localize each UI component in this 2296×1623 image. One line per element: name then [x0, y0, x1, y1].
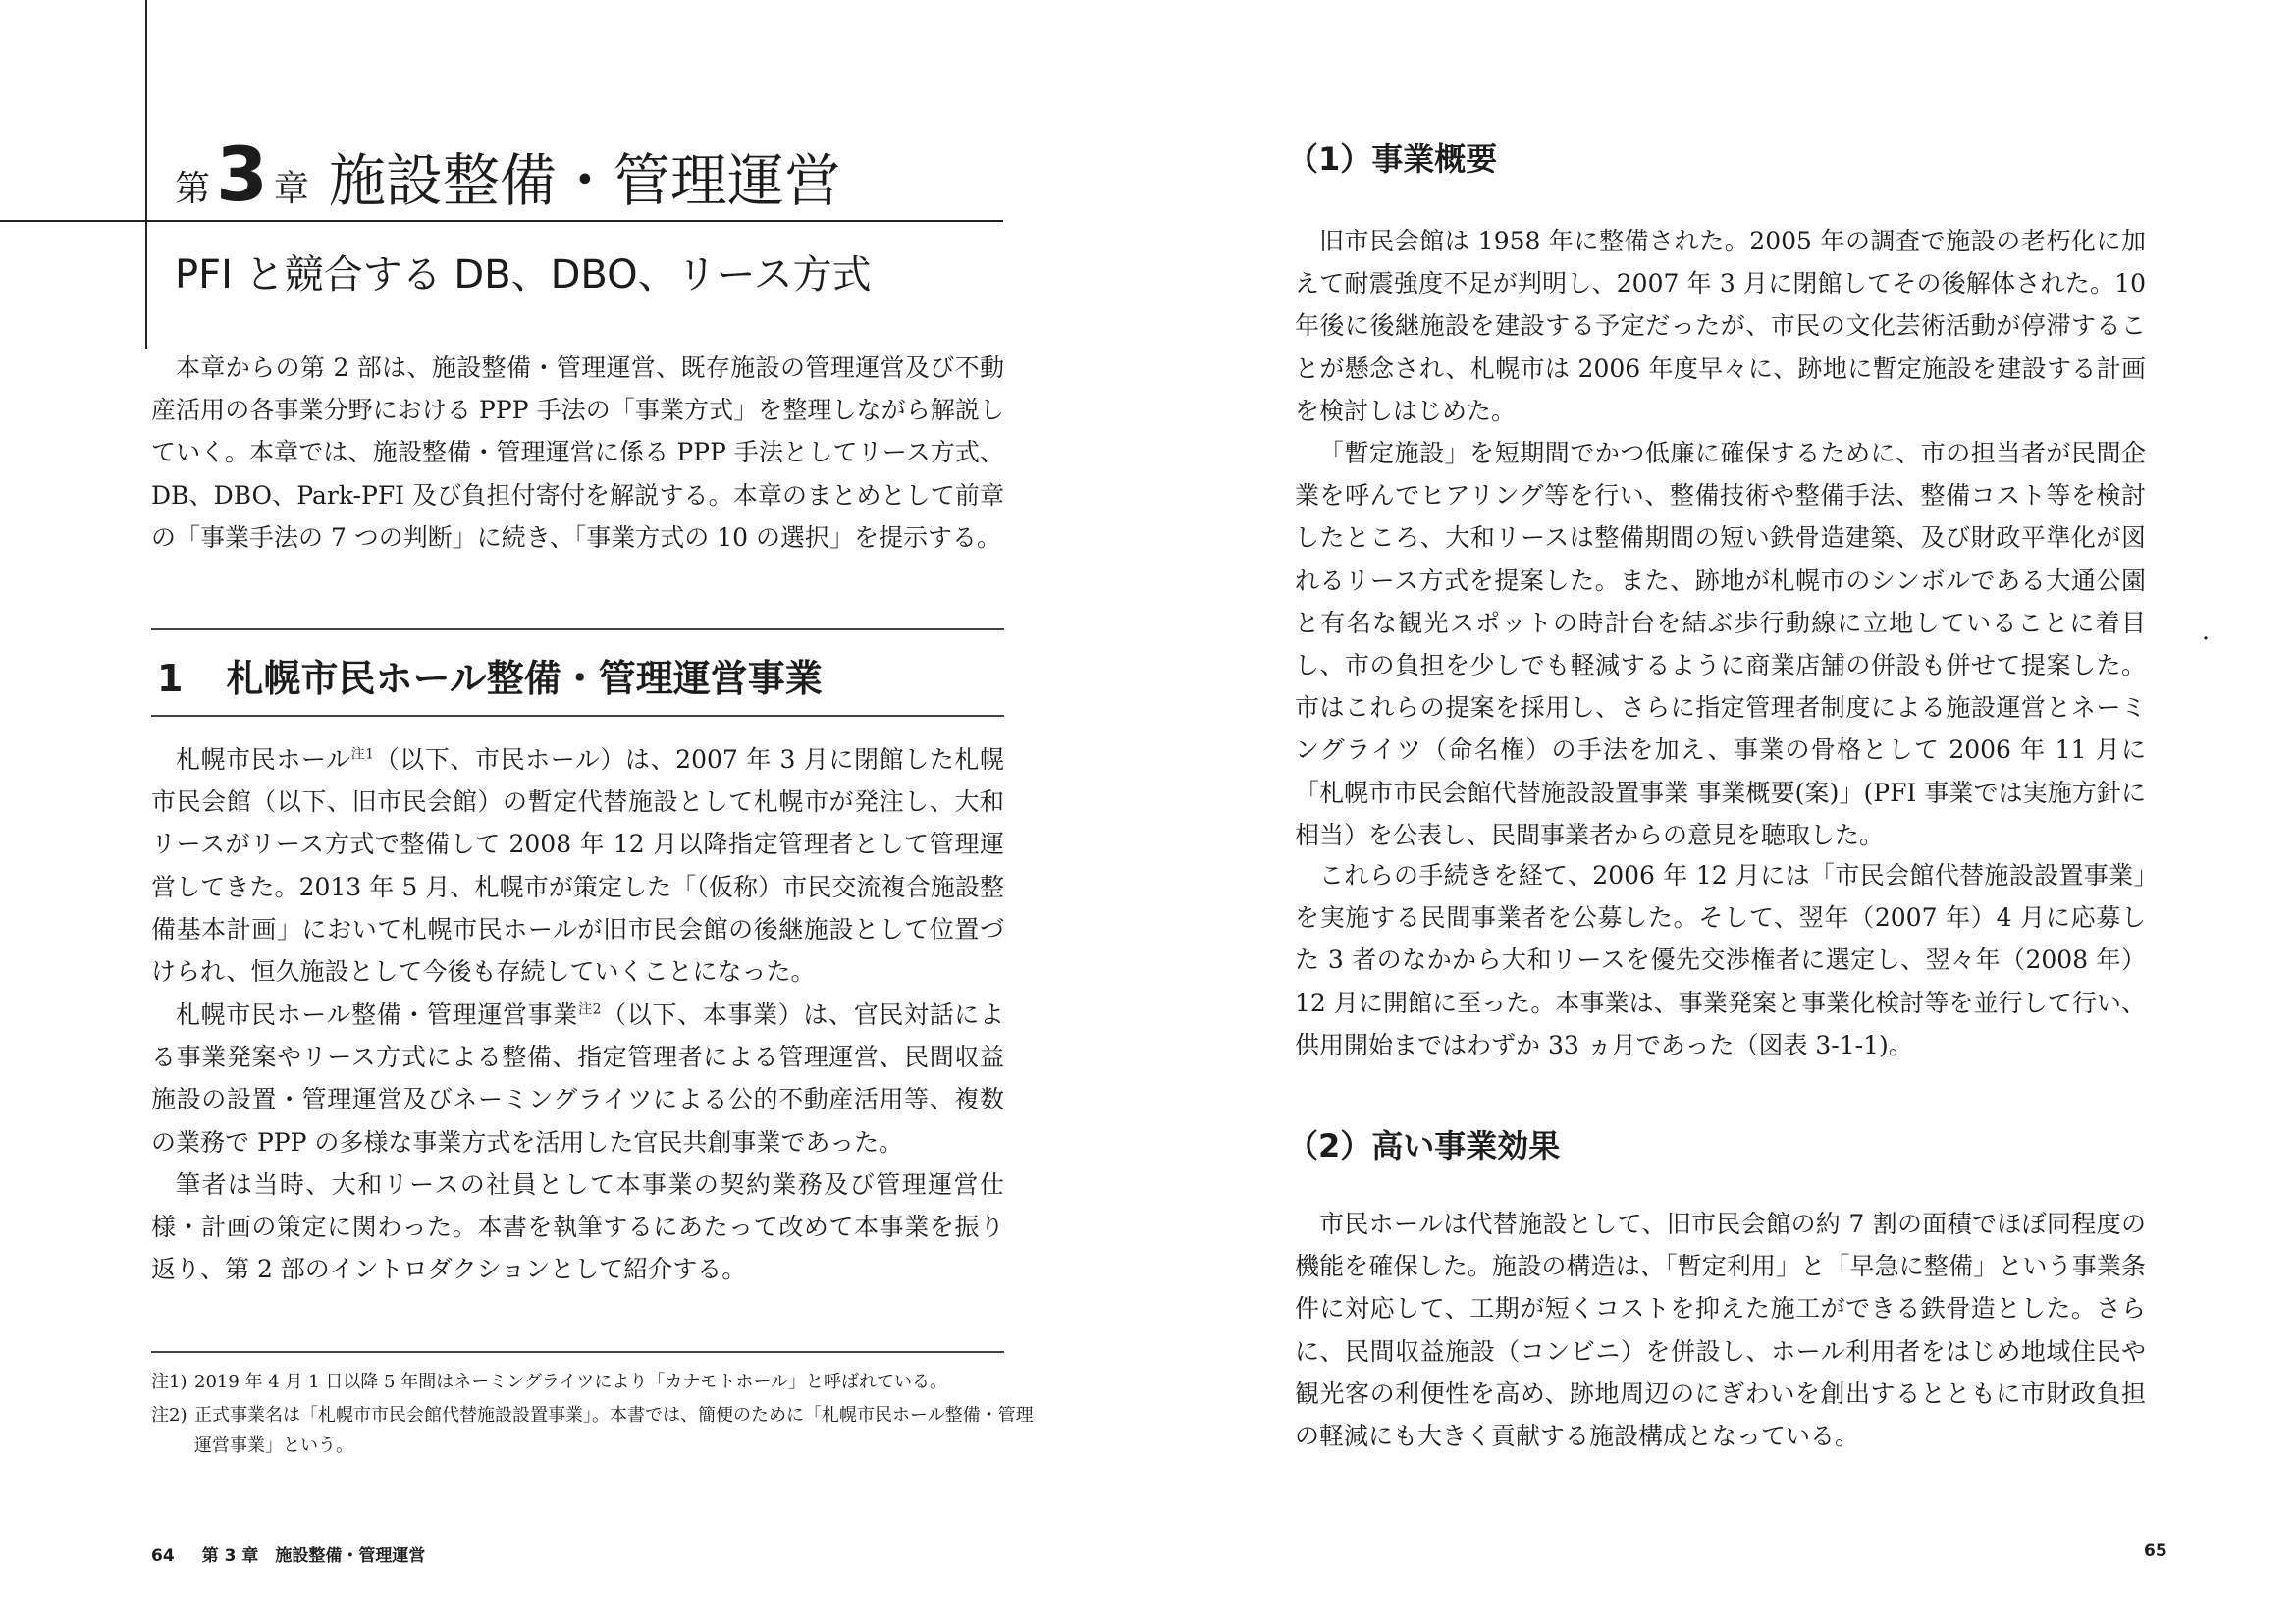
section-top-rule [151, 628, 1004, 630]
chapter-vertical-rule [145, 0, 147, 349]
footnote-1-text: 2019 年 4 月 1 日以降 5 年間はネーミングライツにより「カナモトホール」と呼ばれている。 [194, 1372, 947, 1392]
p2-text-before: 札幌市民ホール整備・管理運営事業 [176, 1001, 578, 1029]
section-heading [157, 648, 823, 702]
footnote-2-mark: 注2) [151, 1405, 187, 1426]
subsection-1-paragraph-3: これらの手続きを経て、2006 年 12 月には「市民会館代替施設設置事業」を実施する民間事業者を公募した。そして、翌年（2007 年）4 月に応募した 3 者のなかから大和リースを優先交渉権者に選定し、翌々年（2008 年）12 月に開館に至った。本事業は、事業発案と事業化検討等を並行して行い、供用開始まではわずか 33 ヵ月であった（図表 3-1-1)。 [1295, 861, 2146, 1059]
footnote-ref-1: 注1 [350, 746, 375, 763]
running-head: 第 3 章 施設整備・管理運営 [201, 1546, 426, 1566]
chapter-intro: 本章からの第 2 部は、施設整備・管理運営、既存施設の管理運営及び不動産活用の各事業分野における PPP 手法の「事業方式」を整理しながら解説していく。本章では、施設整備・管理運営に係る PPP 手法としてリース方式、DB、DBO、Park-PFI 及び負担付寄付を解説する。本章のまとめとして前章の「事業手法の 7 つの判断」に続き、「事業方式の 10 の選択」を提示する。 [151, 353, 1004, 552]
right-page [1148, 0, 2296, 1623]
left-folio [151, 1542, 425, 1566]
chapter-horizontal-rule [0, 220, 1003, 222]
body-paragraph-2 [151, 994, 1004, 1163]
section-bottom-rule [151, 715, 1004, 717]
subsection-1-paragraph-1: 旧市民会館は 1958 年に整備された。2005 年の調査で施設の老朽化に加えて耐震強度不足が判明し、2007 年 3 月に閉館してその後解体された。10 年後に後継施設を建設する予定だったが、市民の文化芸術活動が停滞することが懸念され、札幌市は 2006 年度早々に、跡地に暫定施設を建設する計画を検討しはじめた。 [1295, 227, 2146, 425]
p1-text-before: 札幌市民ホール [176, 745, 351, 774]
p1-text-after: （以下、市民ホール）は、2007 年 3 月に閉館した札幌市民会館（以下、旧市民会館）の暫定代替施設として札幌市が発注し、大和リースがリース方式で整備して 2008 年 12 月以降指定管理者として管理運営してきた。2013 年 5 月、札幌市が策定した「（仮称）市民交流複合施設整備基本計画」において札幌市民ホールが旧市民会館の後継施設として位置づけられ、恒久施設として今後も存続していくことになった。 [151, 745, 1004, 987]
p2-text-after: （以下、本事業）は、官民対話による事業発案やリース方式による整備、指定管理者による管理運営、民間収益施設の設置・管理運営及びネーミングライツによる公的不動産活用等、複数の業務で PPP の多様な事業方式を活用した官民共創事業であった。 [151, 1001, 1004, 1157]
body-paragraph-3: 筆者は当時、大和リースの社員として本事業の契約業務及び管理運営仕様・計画の策定に関わった。本書を執筆するにあたって改めて本事業を振り返り、第 2 部のイントロダクションとして紹介する。 [151, 1170, 1004, 1284]
chapter-number: 3 [216, 131, 268, 218]
footnote-1 [151, 1367, 1047, 1397]
footnote-rule [151, 1351, 1004, 1353]
subsection-1-paragraph-2: 「暫定施設」を短期間でかつ低廉に確保するために、市の担当者が民間企業を呼んでヒアリング等を行い、整備技術や整備手法、整備コスト等を検討したところ、大和リースは整備期間の短い鉄骨造建築、及び財政平準化が図れるリース方式を提案した。また、跡地が札幌市のシンボルである大通公園と有名な観光スポットの時計台を結ぶ歩行動線に立地していることに着目し、市の負担を少しでも軽減するように商業店舗の併設も併せて提案した。市はこれらの提案を採用し、さらに指定管理者制度による施設運営とネーミングライツ（命名権）の手法を加え、事業の骨格として 2006 年 11 月に「札幌市市民会館代替施設設置事業 事業概要(案)」(PFI 事業では実施方針に相当）を公表し、民間事業者からの意見を聴取した。 [1295, 439, 2146, 849]
chapter-subtitle: PFI と競合する DB、DBO、リース方式 [175, 252, 872, 298]
margin-mark: ・ [2197, 629, 2215, 650]
footnote-2 [151, 1400, 1047, 1461]
body-paragraph-1 [151, 738, 1004, 993]
subsection-1-heading: （1）事業概要 [1287, 140, 1498, 178]
footnote-1-mark: 注1) [151, 1372, 187, 1392]
footnote-2-text: 正式事業名は「札幌市市民会館代替施設設置事業」。本書では、簡便のために「札幌市民ホール整備・管理運営事業」という。 [194, 1405, 1034, 1456]
right-folio [2144, 1542, 2167, 1561]
subsection-2-heading: （2）高い事業効果 [1287, 1127, 1561, 1164]
chapter-prefix: 第 [175, 169, 211, 209]
section-number: 1 [157, 657, 184, 700]
chapter-heading [175, 131, 841, 218]
right-page-number: 65 [2144, 1542, 2167, 1561]
footnote-ref-2: 注2 [577, 1001, 602, 1018]
left-page-number: 64 [151, 1546, 175, 1566]
chapter-title: 施設整備・管理運営 [328, 147, 841, 214]
chapter-suffix: 章 [273, 169, 309, 209]
section-title: 札幌市民ホール整備・管理運営事業 [226, 657, 823, 700]
subsection-2-paragraph-1: 市民ホールは代替施設として、旧市民会館の約 7 割の面積でほぼ同程度の機能を確保した。施設の構造は、「暫定利用」と「早急に整備」という事業条件に対応して、工期が短くコストを抑えた施工ができる鉄骨造とした。さらに、民間収益施設（コンビニ）を併設し、ホール利用者をはじめ地域住民や観光客の利便性を高め、跡地周辺のにぎわいを創出するとともに市財政負担の軽減にも大きく貢献する施設構成となっている。 [1295, 1210, 2146, 1451]
